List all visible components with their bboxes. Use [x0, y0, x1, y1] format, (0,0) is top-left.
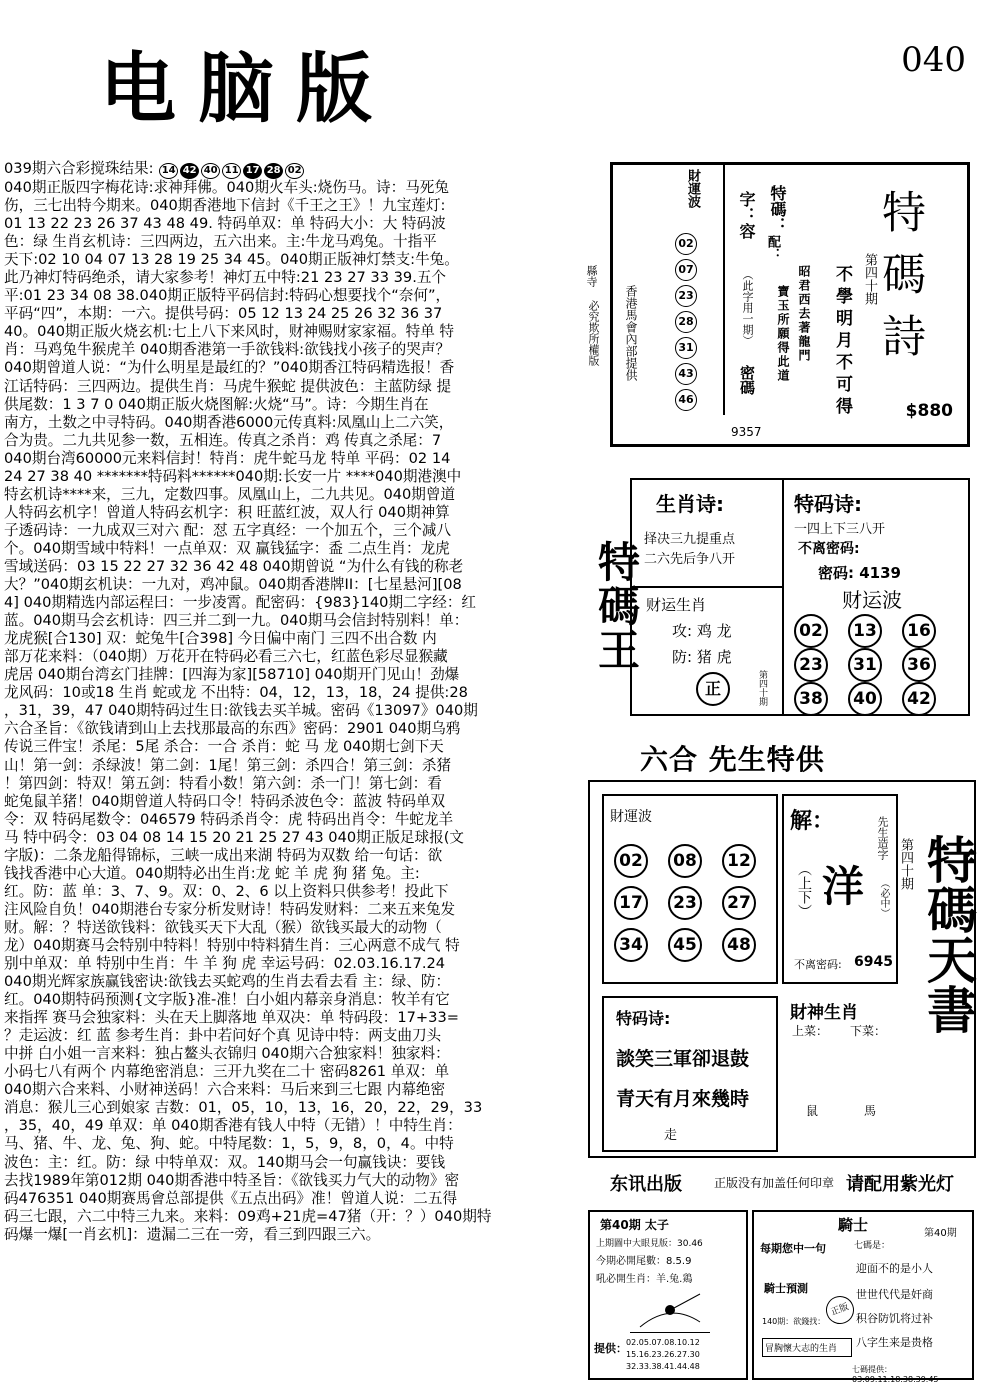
- body-line: 马、猪、牛、龙、兔、狗、蛇。中特尾数：1，5，9，8，0，4。中特: [4, 1135, 454, 1153]
- tianshu-issue: 第四十期: [898, 838, 913, 890]
- tema-mima: 密码: 4139: [818, 564, 901, 582]
- caiyun-bo-title: 财运波: [842, 588, 902, 612]
- qishi-line: 迎面不的是小人: [856, 1262, 933, 1275]
- body-line: 钱找香港中心大道。040期特必出生肖:龙 蛇 羊 虎 狗 猪 兔。主:: [4, 864, 420, 882]
- taizi-row: 15.16.23.26.27.30: [626, 1350, 700, 1359]
- bo-ball: 02: [794, 614, 828, 648]
- body-line: 小码七八有两个 内幕绝密消息：三开九奖在二十 密码8261 单双：单: [4, 1063, 450, 1081]
- qishi-line: 八字生来是贵格: [856, 1336, 933, 1349]
- tema-line: 一四上下三八开: [794, 522, 886, 537]
- zi-label: 字：容: [737, 191, 756, 239]
- result-ball: 40: [201, 163, 220, 179]
- body-line: 特玄机诗****来，三九，定数四事。凤凰山上，二九共见。040期曾道: [4, 485, 456, 503]
- body-line: 色：绿 生肖玄机诗：三四两边，五六出来。主:牛龙马鸡兔。十指平: [4, 233, 437, 251]
- bo-number: 02: [675, 233, 697, 255]
- xia-cai-value: 馬: [864, 1104, 877, 1118]
- body-line: 蓝。040期马会玄机诗：四三并二到一九。040期马会信封特别料！单：: [4, 612, 469, 630]
- bo-ball: 36: [902, 648, 936, 682]
- fishing-illustration: [630, 1292, 710, 1333]
- body-line: 江话特码：三四两边。提供生肖：马虎牛猴蛇 提供波色：主蓝防绿 提: [4, 377, 452, 395]
- qishi-line: 积谷防饥将过补: [856, 1312, 933, 1325]
- tema-poem-box: [610, 162, 970, 447]
- shang-cai-label: 上菜：: [792, 1024, 829, 1038]
- tianshu-box: [588, 780, 976, 1158]
- bo-number: 23: [675, 285, 697, 307]
- side-caption-left: 縣寺: [585, 265, 598, 287]
- caishen-panel: [790, 998, 900, 1118]
- poem-box-title: 特碼詩: [874, 189, 925, 375]
- main-text-column: [4, 160, 584, 1244]
- taizi-row: 32.33.38.41.44.48: [626, 1362, 700, 1371]
- bizhong-label: （必中）: [878, 878, 889, 918]
- poem-mid-line: 昭君西去著龍門: [797, 265, 811, 363]
- body-line: 部万花来料：（040期）万花开在特码必看三六七，红蓝色彩尽显猴藏: [4, 648, 448, 666]
- body-line: 南方，土数之中寻特码。040期香港6000元传真料:凤凰山上二六笑，: [4, 413, 454, 431]
- jie-panel: [782, 794, 898, 984]
- bo-ball: 16: [902, 614, 936, 648]
- body-line: 虎居 040期台湾玄门挂牌：[四海为家][58710] 040期开门见山！劲爆: [4, 666, 460, 684]
- shengxiao-panel: [632, 480, 784, 588]
- body-line: 龙虎猴[合130] 双：蛇兔牛[合398] 今日偏中南门 三四不出合数 内: [4, 630, 437, 648]
- body-line: 人特码玄机字！曾道人特码玄机字：积 旺蓝红波，双人行 040期神算: [4, 503, 450, 521]
- body-line: 肖：马鸡兔牛猴虎羊 040期香港第一手欲钱料:欲钱找小孩子的哭声？: [4, 341, 451, 359]
- qishi-title: 騎士: [838, 1216, 869, 1234]
- zhengban-stamp: 正版: [822, 1292, 858, 1328]
- body-line: 040期曾道人说：“为什么明星是最红的？”040期香江特码精选报！香: [4, 359, 455, 377]
- qishi-predict: 騎士預測: [764, 1282, 808, 1295]
- taizi-line: 吼必開生肖：羊.兔.鶏: [596, 1274, 693, 1285]
- tianshu-bo-title: 財運波: [610, 809, 652, 825]
- tema-wang-label: 特碼王: [592, 540, 641, 672]
- mima-value: 6945: [854, 954, 893, 970]
- tema-title: 特码诗:: [794, 492, 862, 516]
- body-line: 六合圣旨：《欲钱请到山上去找那最高的东西》密码：2901 040期乌鸦: [4, 720, 461, 738]
- fang-line: 防: 猪 虎: [672, 648, 732, 666]
- caiyun-shengxiao-panel: [632, 586, 784, 714]
- body-line: 供尾数：1 3 7 0 040期正版火烧图解:火烧“马”。诗：今期生肖在: [4, 395, 429, 413]
- body-line: 别中单双：单 特别中生肖：牛 羊 狗 虎 幸运号码：02.03.16.17.24: [4, 955, 446, 973]
- body-line: 平:01 23 34 08 38.040期正版特平码信封:特码心想要找个“奈何”，: [4, 287, 451, 305]
- body-line: 个。040期雪域中特料！一点单双：双 赢钱猛字：盉 二点生肖：龙虎: [4, 539, 450, 557]
- pei-label: 配：: [765, 235, 780, 261]
- tianshu-poem-line: 青天有月來幾時: [616, 1088, 750, 1110]
- result-ball: 11: [222, 163, 241, 179]
- body-line: 此乃神灯特码绝杀，请大家参考！神灯五中特:21 23 27 33 39.五个: [4, 269, 447, 287]
- tianshu-poem-title: 特码诗:: [616, 1009, 671, 1028]
- qishi-card: [752, 1210, 974, 1384]
- body-line: 040期六合来料、小财神送码！六合来料：马后来到三七跟 内幕绝密: [4, 1081, 446, 1099]
- poem-box-issue: 第四十期: [862, 253, 877, 305]
- body-line: 子透码诗：一九成双三对六 配：怼 五字真经：一个加五个，三个减八: [4, 521, 452, 539]
- taizi-offer: 提供：: [594, 1342, 627, 1355]
- poem-left-line: 寶玉所願得此道: [776, 285, 790, 383]
- body-line: 合为贵。二九共见参一数，五相连。传真之杀肖：鸡 传真之杀尾：7: [4, 431, 442, 449]
- bo-ball: 31: [848, 648, 882, 682]
- seal-notice: 正版没有加盖任何印章: [714, 1176, 835, 1190]
- result-ball: 28: [264, 163, 283, 179]
- body-line: 中拼 白小姐一言来料：独占鳌头衣锦归 040期六合独家料！独家料：: [4, 1045, 450, 1063]
- shang-cai-value: 鼠: [806, 1104, 819, 1118]
- bo-ball: 02: [614, 844, 648, 878]
- taizi-issue: 第40期 太子: [600, 1218, 669, 1232]
- issue-number: 040: [901, 40, 966, 80]
- body-line: 4] 040期精选内部运程曰：一步凌霄。配密码：{983}140期二字经：红: [4, 594, 477, 612]
- tianshu-bo-panel: [602, 794, 778, 984]
- bo-ball: 45: [668, 928, 702, 962]
- body-line: 龙）040期赛马会特别中特料！特别中特料猜生肖：三心两意不成气 特: [4, 936, 460, 954]
- bo-ball-grid: [794, 614, 964, 716]
- body-line: 平码“四”，本期：一六。提供号码：05 12 13 24 25 26 32 36 37: [4, 305, 443, 323]
- body-line: 24 27 38 40 *******特码料******040期:长安一片 ****040期港澳中: [4, 467, 462, 485]
- bo-ball: 42: [902, 682, 936, 716]
- taizi-line: 上期圖中大眼見版：30.46: [596, 1239, 703, 1249]
- shengxiao-line: 二六先后争八开: [644, 552, 736, 567]
- bo-number: 07: [675, 259, 697, 281]
- qishi-issue: 第40期: [924, 1228, 957, 1239]
- body-line: 令：双 特码尾数令：046579 特码杀肖令：虎 特码出肖令：牛蛇龙羊: [4, 810, 454, 828]
- body-line: 波色：主：红。防：绿 中特单双：双。140期马会一句赢钱诀：要钱: [4, 1153, 446, 1171]
- body-line: 01 13 22 23 26 37 43 48 49. 特码单双：单 特码大小：大 特码波: [4, 215, 446, 233]
- shengxiao-title: 生肖诗:: [656, 492, 724, 516]
- body-line: 040期光辉家族赢钱密诀:欲钱去买蛇鸡的生肖去看去看 主：绿、防：: [4, 973, 451, 991]
- body-line: 040期台湾60000元来料信封！特肖：虎牛蛇马龙 特单 平码：02 14: [4, 449, 451, 467]
- results-label: 039期六合彩搅珠结果:: [4, 160, 154, 177]
- bo-number: 31: [675, 337, 697, 359]
- result-ball: 14: [159, 163, 178, 179]
- body-line: 蛇兔鼠羊猪！040期曾道人特码口令！特码杀波色令：蓝波 特码单双: [4, 792, 446, 810]
- body-line: 码爆一爆[一肖玄机]：遗漏二三在一旁，看三到四跟三六。: [4, 1225, 381, 1243]
- zi-note: （此字用一期）: [741, 269, 754, 346]
- tema-wang-issue: 第四十期: [757, 670, 767, 706]
- page-title: 电脑版: [100, 44, 394, 133]
- xia-cai-label: 下菜：: [850, 1024, 887, 1038]
- tianshu-poem-foot: 走: [664, 1128, 678, 1143]
- results-line: [4, 160, 584, 179]
- poem-right-line: 不學明月不可得: [832, 265, 852, 419]
- bo-number: 28: [675, 311, 697, 333]
- source-caption: 香港馬會內部提供: [624, 285, 638, 381]
- poem-code: 9357: [731, 425, 762, 439]
- bo-ball: 34: [614, 928, 648, 962]
- body-line: 注风险自负！040期港台专家分析发财诗！特码发财料：二来五来兔发: [4, 900, 456, 918]
- body-line: 龙风码：10或18 生肖 蛇或龙 不出特：04，12，13，18，24 提供:28: [4, 684, 468, 702]
- body-line: ，31，39，47 040期特码过生日:欲钱去买羊城。密码《13097》040期: [4, 702, 478, 720]
- body-line: 雪域送码：03 15 22 27 32 36 42 48 040期曾说 “为什么有钱的称老: [4, 557, 464, 575]
- gong-line: 攻: 鸡 龙: [672, 622, 732, 640]
- body-line: 天下:02 10 04 07 13 28 19 25 34 45。040期正版神灯禁支:牛兔。: [4, 251, 459, 269]
- tianshu-poem-panel: [602, 996, 778, 1152]
- body-line: ？走运波：红 蓝 参考生肖：卦中若问好个真 见诗中特：两支曲刀头: [4, 1027, 442, 1045]
- bo-ball: 17: [614, 886, 648, 920]
- side-caption-right: 必究欺所權版: [587, 300, 600, 366]
- caiyun-bo-label: 財運波: [685, 169, 700, 208]
- mima-label: 不离密码:: [794, 958, 842, 971]
- uv-notice: 请配用紫光灯: [846, 1174, 954, 1195]
- body-line: ，35，40，49 单双：单 040期香港有钱人中特（无错）！中特生肖：: [4, 1117, 462, 1135]
- body-line: ！第四剑：特双！第五剑：特看小数！第六剑：杀一门！第七剑：看: [4, 774, 442, 792]
- body-line: 红。防：蓝 单：3、7、9。双：0、2、6 以上资料只供参考！投此下: [4, 882, 449, 900]
- body-line: 马 特中码令：03 04 08 14 15 20 21 25 27 43 040期正版足球报(文: [4, 828, 464, 846]
- qishi-tiqi: 140期：欲錢找：: [762, 1317, 826, 1326]
- caiyun-bo-panel: [613, 165, 725, 415]
- qishi-box: 冒胸懷大志的生肖: [762, 1338, 852, 1357]
- bo-ball: 23: [668, 886, 702, 920]
- bo-ball: 13: [848, 614, 882, 648]
- body-line: 山！第一剑：杀绿波！第二剑：1尾！第三剑：杀四合！第三剑：杀猪: [4, 756, 452, 774]
- tianshu-title: 特碼天書: [919, 834, 978, 1034]
- taizi-line: 今期必開尾數：8.5.9: [596, 1256, 692, 1267]
- bo-ball: 08: [668, 844, 702, 878]
- body-line: 40。040期正版火烧玄机:七上八下来风时，财神赐财家家福。特单 特: [4, 323, 455, 341]
- body-line: 伤，三七出特今期来。040期香港地下信封《千王之王》！九宝莲灯:: [4, 197, 446, 215]
- body-paragraph: [4, 179, 584, 1244]
- body-line: 财。解：？特送欲钱料：欲钱买天下大乱（猴）欲钱买最大的动物（: [4, 918, 442, 936]
- caiyun-bo-grid: [784, 586, 968, 714]
- tianshu-banner: 六合 先生特供: [640, 743, 825, 776]
- body-line: 红。040期特码预测{文字版}准-准！白小姐内幕亲身消息：牧羊有它: [4, 991, 450, 1009]
- bo-ball: 23: [794, 648, 828, 682]
- jie-label: 解：: [790, 809, 835, 834]
- body-line: 消息：猴儿三心到娘家 吉数：01，05，10，13，16，20，22，29，33: [4, 1099, 483, 1117]
- body-line: 去找1989年第012期 040期香港中特圣旨：《欲钱买力气大的动物》密: [4, 1171, 460, 1189]
- caiyun-shengxiao-title: 财运生肖: [646, 596, 707, 614]
- bo-ball: 48: [722, 928, 756, 962]
- jie-char: 洋: [822, 862, 865, 911]
- tianshu-poem-line: 談笑三軍卻退鼓: [616, 1048, 750, 1070]
- result-ball: 42: [180, 163, 199, 179]
- xiansheng-label: 先生造字: [876, 816, 889, 860]
- bo-ball: 38: [794, 682, 828, 716]
- seal-stamp: 正: [696, 672, 730, 706]
- body-line: 040期正版四字梅花诗:求神拜佛。040期火车头:烧伤马。诗：马死兔: [4, 179, 449, 196]
- body-line: 字版)：二条龙船得锦标，三峡一成出来湖 特码为双数 给一句话：欲: [4, 846, 443, 864]
- body-line: 大？”040期玄机诀：一九对，鸡冲鼠。040期香港牌II：[七星悬河][08: [4, 576, 462, 594]
- qishi-line: 世世代代是奸商: [856, 1288, 933, 1301]
- body-line: 来指挥 赛马会独家料：头在天上脚落地 单双决：单 特码段：17+33=: [4, 1009, 459, 1027]
- bulimi-label: 不离密码:: [798, 541, 860, 557]
- body-line: 传说三件宝！杀尾：5尾 杀合：一合 杀肖：蛇 马 龙 040期七剑下天: [4, 738, 444, 756]
- tianshu-bo-grid: [614, 844, 774, 970]
- shang-xia-label: （上下）: [796, 862, 812, 918]
- mima-label: 密碼: [738, 365, 756, 395]
- shengxiao-line: 择决三九提重点: [644, 532, 736, 547]
- qishi-qima-label: 七碼是：: [854, 1241, 891, 1251]
- tema-wang-box: [630, 478, 970, 716]
- publisher-label: 东讯出版: [610, 1174, 682, 1195]
- bo-ball: 27: [722, 886, 756, 920]
- bo-ball: 40: [848, 682, 882, 716]
- bo-number: 43: [675, 363, 697, 385]
- caishen-title: 財神生肖: [790, 1003, 858, 1023]
- result-ball: 02: [285, 163, 304, 179]
- body-line: 码三七跟，六二中特三九来。来料：09鸡+21虎=47猪（开：？）040期特: [4, 1207, 492, 1225]
- caiyun-bo-numbers: [675, 231, 699, 413]
- taizi-card: [588, 1210, 748, 1380]
- tema-label: 特碼：: [768, 185, 787, 233]
- bo-number: 46: [675, 389, 697, 411]
- qishi-tagline: 每期您中一句: [760, 1242, 826, 1255]
- taizi-row: 02.05.07.08.10.12: [626, 1338, 700, 1347]
- qishi-qima-foot: 七碼提供：03.09.11.18.38.39.45: [852, 1365, 939, 1384]
- body-line: 码476351 040期赛馬會总部提供《五点出码》准！曾道人说：二五得: [4, 1189, 458, 1207]
- result-ball: 17: [243, 163, 262, 179]
- poem-box-price: $880: [905, 401, 953, 421]
- bo-ball: 12: [722, 844, 756, 878]
